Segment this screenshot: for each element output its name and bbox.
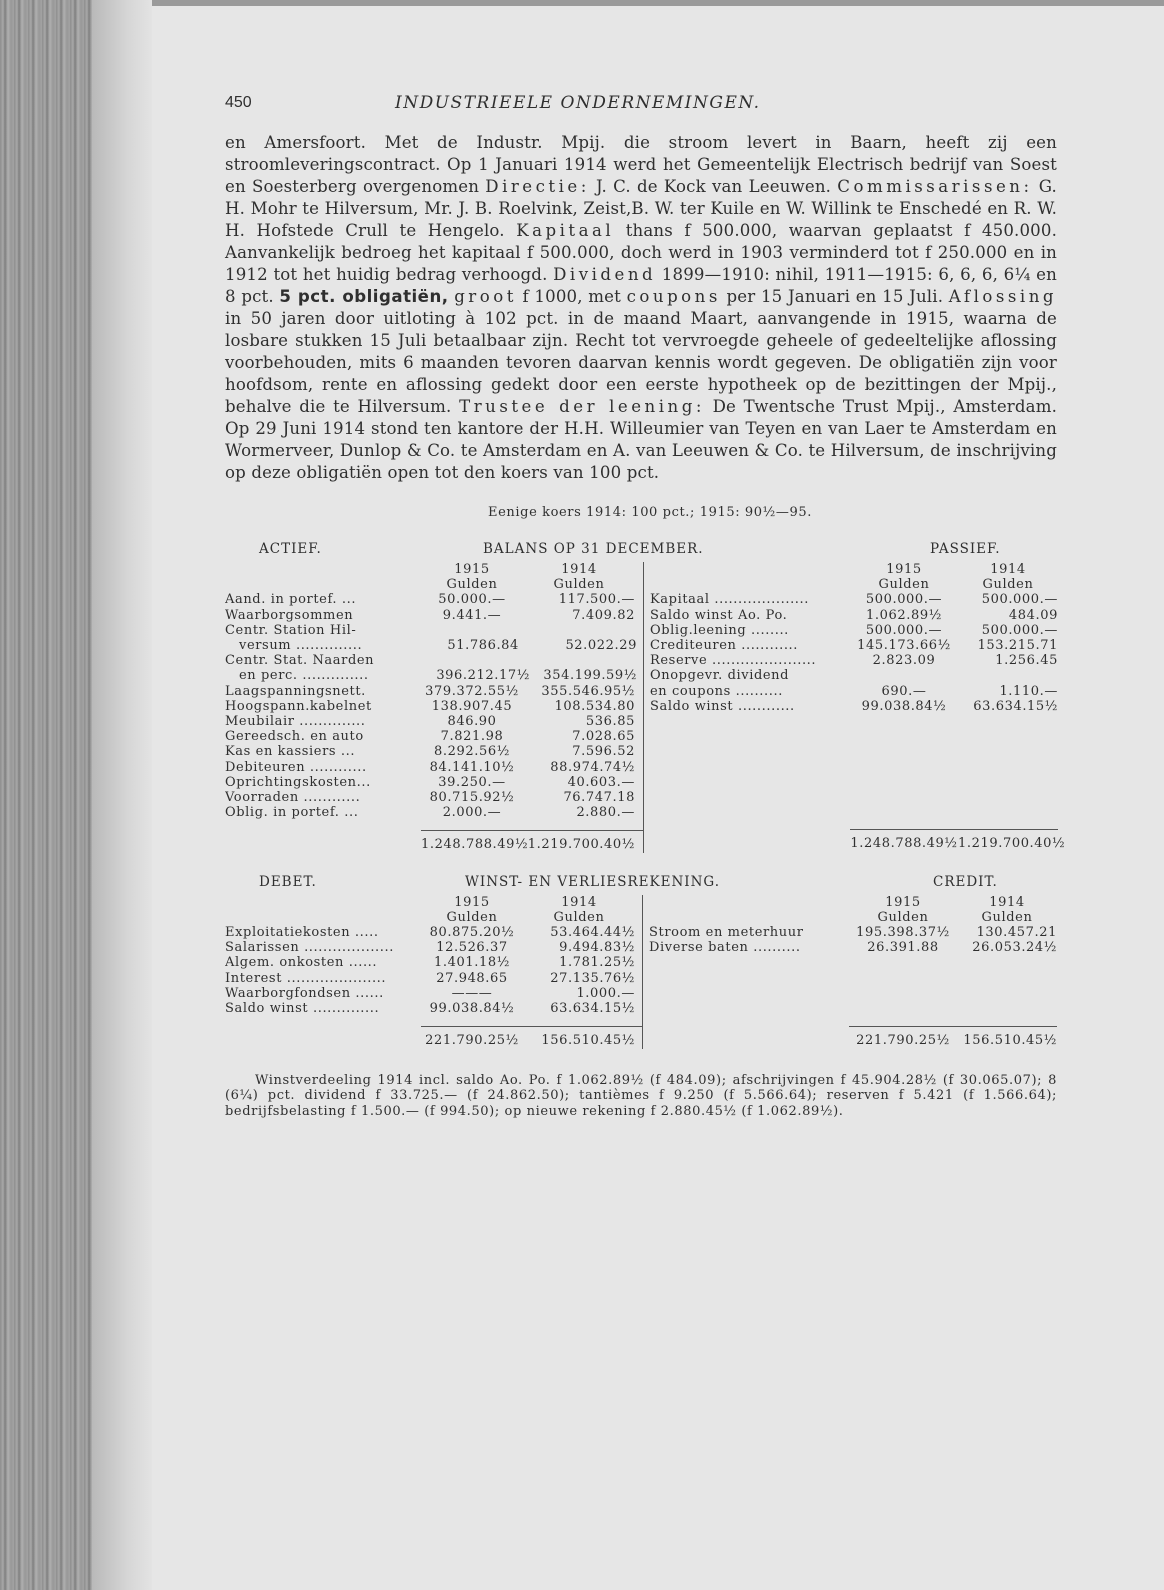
value-1915: 39.250.— [438,774,506,790]
table-row [225,592,643,607]
table-row [225,925,642,940]
row-label: Hoogspann.kabelnet [225,698,372,714]
table-row [225,699,643,714]
table-row [225,623,643,638]
gutter-shadow [92,0,152,1590]
total-1915: 1.248.788.49½ [850,836,958,852]
value-1915: 99.038.84½ [429,1001,515,1017]
balans-heading: BALANS OP 31 DECEMBER. [483,541,704,557]
value-1914: 63.634.15½ [973,698,1058,714]
table-row [225,638,643,653]
page-top-edge [0,0,1164,6]
value-1915: 80.715.92½ [429,790,515,806]
row-label: Oblig. in portef. ... [225,805,359,821]
year-1915: 1915 [454,894,490,910]
winstverdeeling-note: Winstverdeeling 1914 incl. saldo Ao. Po. f 1.062.89½ (f 484.09); afschrijvingen f 45.904.28½ (f 30.065.07); 8 (6¼) pct. dividend f 33.725.— (f 24.862.50); tantièmes f 9.250 (f 5.566.64); reserven f 5.421 (f 1.566.64); bedrijfsbelasting f 1.500.— (f 994.50); op nieuwe rekening f 2.880.45½ (f 1.062.89½). [225,1072,1057,1119]
table-row [644,592,1058,607]
value-1914: 88.974.74½ [550,759,635,775]
row-label: Debiteuren ............ [225,759,367,775]
row-label: Crediteuren ............ [650,638,799,654]
row-label: Waarborgfondsen ...... [225,985,384,1001]
unit-1915: Gulden [877,909,929,925]
value-1914: 1.110.— [999,683,1058,699]
table-row [225,653,643,668]
row-label: Meubilair .............. [225,714,366,730]
actief-column [225,562,644,853]
balans-table [225,562,1066,853]
value-1914: 53.464.44½ [550,925,635,941]
row-label: Algem. onkosten ...... [225,955,378,971]
row-label: Saldo winst Ao. Po. [650,607,788,623]
table-row [225,668,643,683]
credit-heading: CREDIT. [933,873,998,890]
value-1915 [421,623,523,638]
value-1914: 63.634.15½ [550,1001,635,1017]
year-1914: 1914 [990,562,1026,577]
text-coupons: per 15 Januari en 15 Juli. [720,287,949,306]
page-header [225,92,1057,128]
row-label: Salarissen ................... [225,940,394,956]
value-1915: 846.90 [447,714,497,730]
text-directie: J. C. de Kock van Leeuwen. [589,177,838,196]
total-rule [421,830,643,831]
value-1915: 690.— [881,683,927,699]
table-row [225,940,642,955]
value-1915: 12.526.37 [436,940,508,956]
row-label: Stroom en meterhuur [649,925,804,941]
table-row [643,940,1057,955]
value-1914: 1.781.25½ [559,955,635,971]
value-1915: 51.786.84 [447,638,519,654]
text-trustee: De Twentsche Trust Mpij., Amsterdam. Op 29 Juni 1914 stond ten kantore der H.H. Willeumier van Teyen en van Laer te Amsterdam en Wormerveer, Dunlop & Co. te Amsterdam en A. van Leeuwen & Co. te Hilversum, de inschrijving op deze obligatiën open tot den koers van 100 pct. [225,397,1058,482]
table-row [225,805,643,820]
value-1914: 76.747.18 [563,790,635,806]
winst-title-row [225,871,1057,895]
value-1915: ——— [451,985,493,1001]
value-1915: 84.141.10½ [429,759,515,775]
credit-total-row [643,1033,1057,1048]
debet-heading: DEBET. [259,873,317,890]
value-1915: 26.391.88 [867,940,939,956]
debet-column [225,895,643,1049]
table-row [644,638,1058,653]
unit-header [643,910,1057,925]
passief-total-row [644,836,1066,852]
table-row [225,971,642,986]
debet-total-row [225,1033,642,1048]
row-label: Gereedsch. en auto [225,729,364,745]
row-label: Aand. in portef. ... [225,592,357,608]
running-title: INDUSTRIEELE ONDERNEMINGEN. [395,93,761,113]
value-1914 [523,623,641,638]
value-1915: 50.000.— [438,592,506,608]
value-1914: 117.500.— [558,592,635,608]
total-rule [421,1026,642,1027]
row-label: Onopgevr. dividend [650,668,790,684]
year-1914: 1914 [561,562,597,577]
value-1914: 130.457.21 [976,925,1057,941]
row-label: en perc. .............. [239,668,369,684]
book-spine-edge [0,0,92,1590]
value-1915 [421,653,523,668]
value-1915 [850,668,958,683]
table-row [643,925,1057,940]
value-1915: 2.000.— [442,805,502,821]
row-label: Laagspanningsnett. [225,683,366,699]
table-row [644,623,1058,638]
table-row [644,684,1058,699]
value-1914: 500.000.— [981,592,1058,608]
unit-1915: Gulden [446,577,498,593]
value-1915: 2.823.09 [872,653,936,669]
row-label: en coupons .......... [650,683,783,699]
table-row [644,608,1058,623]
row-label: Kas en kassiers ... [225,744,356,760]
value-1914: 1.000.— [576,985,635,1001]
total-1914: 156.510.45½ [541,1033,635,1049]
text-aflossing: in 50 jaren door uitloting à 102 pct. in de maand Maart, aanvangende in 1915, waarna de losbare stukken 15 Juli betaalbaar zijn. Recht tot vervroegde geheele of gedeeltelijke aflossing voorbehouden, mits 6 maanden tevoren daarvan kennis wordt gegeven. De obligatiën zijn voor hoofdsom, rente en aflossing gedekt door een eerste hypotheek op de bezittingen der Mpij., behalve die te Hilversum. [225,309,1057,416]
unit-1915: Gulden [878,577,930,593]
total-1915: 1.248.788.49½ [421,837,529,853]
table-row [644,668,1058,683]
total-1914: 156.510.45½ [963,1033,1057,1049]
value-1914: 500.000.— [981,622,1058,638]
table-row [225,760,643,775]
value-1914: 52.022.29 [565,638,637,654]
value-1915: 195.398.37½ [856,925,950,941]
actief-heading: ACTIEF. [259,541,322,557]
value-1915: 500.000.— [865,622,943,638]
table-row [225,986,642,1001]
value-1914: 7.409.82 [572,607,635,623]
text-commissarissen: G. H. Mohr te Hilversum, Mr. J. B. Roelvink, Zeist,B. W. ter Kuile en W. Willink te Enschedé en R. W. H. Hofstede Crull te Hengelo. [225,177,1057,240]
value-1914: 355.546.95½ [541,683,635,699]
koers-line: Eenige koers 1914: 100 pct.; 1915: 90½—95. [488,505,812,520]
text-kapitaal: thans f 500.000, waarvan geplaatst f 450.000. Aanvankelijk bedroeg het kapitaal f 500.000, doch werd in 1903 verminderd tot f 250.000 en in 1912 tot het huidig bedrag verhoogd. [225,221,1057,284]
value-1915: 396.212.17½ [436,668,530,684]
year-header [225,895,642,910]
row-label: Exploitatiekosten ..... [225,925,379,941]
row-label: Kapitaal .................... [650,592,810,608]
text-dividend: 1899—1910: nihil, 1911—1915: 6, 6, 6, 6¼ en 8 pct. [225,265,1057,306]
balans-title-row [225,538,1057,562]
aflossing-label: Aflossing [948,287,1058,306]
total-1914: 1.219.700.40½ [527,837,635,853]
dividend-label: Dividend [553,265,657,284]
value-1914 [958,668,1058,683]
table-row [225,608,643,623]
value-1914: 1.256.45 [995,653,1058,669]
year-1915: 1915 [454,562,490,577]
company-description [225,132,1057,484]
text-groot: f 1000, met [516,287,627,306]
value-1914: 2.880.— [576,805,635,821]
actief-total-row [225,837,643,852]
year-1915: 1915 [885,894,921,910]
kapitaal-label: Kapitaal [516,221,615,240]
row-label: Voorraden ............ [225,790,361,806]
total-rule [850,829,1058,830]
value-1914: 153.215.71 [977,638,1058,654]
table-row [225,744,643,759]
table-row [225,684,643,699]
value-1914: 108.534.80 [554,698,635,714]
table-row [644,653,1058,668]
total-1915: 221.790.25½ [856,1033,950,1049]
row-label: Saldo winst .............. [225,1001,380,1017]
value-1915: 145.173.66½ [857,638,951,654]
text-intro: en Amersfoort. Met de Industr. Mpij. die stroom levert in Baarn, heeft zij een stroomleveringscontract. Op 1 Januari 1914 werd het Gemeentelijk Electrisch bedrijf van Soest en Soesterberg overgenomen [225,133,1057,196]
value-1915: 80.875.20½ [429,925,515,941]
value-1915: 1.062.89½ [866,607,942,623]
value-1914: 26.053.24½ [972,940,1057,956]
value-1914: 7.028.65 [572,729,635,745]
directie-label: Directie: [485,177,590,196]
total-1915: 221.790.25½ [425,1033,519,1049]
value-1915: 99.038.84½ [861,698,947,714]
unit-header [644,577,1058,592]
trustee-label: Trustee der leening: [459,397,705,416]
passief-heading: PASSIEF. [930,541,1001,557]
value-1915: 8.292.56½ [434,744,510,760]
year-header [225,562,643,577]
total-rule [849,1026,1057,1027]
value-1915: 27.948.65 [436,970,508,986]
row-label: Centr. Stat. Naarden [225,653,375,669]
obligaties-label: 5 pct. obligatiën, [279,287,449,306]
value-1915: 1.401.18½ [434,955,510,971]
row-label: Oprichtingskosten... [225,774,371,790]
year-header [644,562,1058,577]
value-1914: 40.603.— [567,774,635,790]
row-label: versum .............. [239,638,363,654]
row-label: Saldo winst ............ [650,698,795,714]
document-page [225,92,1066,1119]
unit-1914: Gulden [982,577,1034,593]
row-label: Oblig.leening ........ [650,622,789,638]
winst-heading: WINST- EN VERLIESREKENING. [465,873,721,890]
table-row [225,955,642,970]
value-1915: 9.441.— [442,607,502,623]
coupons-label: coupons [626,287,721,306]
table-row [225,1001,642,1016]
value-1914 [523,653,641,668]
table-row [225,775,643,790]
page-number: 450 [225,94,252,111]
row-label: Diverse baten .......... [649,940,801,956]
total-1914: 1.219.700.40½ [958,836,1066,852]
commissarissen-label: Commissarissen: [837,177,1033,196]
value-1915: 138.907.45 [431,698,513,714]
value-1914: 354.199.59½ [543,668,637,684]
credit-column [643,895,1057,1049]
row-label: Reserve ...................... [650,653,817,669]
table-row [225,790,643,805]
unit-1914: Gulden [553,909,605,925]
row-label: Waarborgsommen [225,607,354,623]
unit-1915: Gulden [446,909,498,925]
table-row [644,699,1058,714]
unit-header [225,910,642,925]
value-1915: 7.821.98 [440,729,504,745]
year-1914: 1914 [561,894,597,910]
table-row [225,729,643,744]
value-1914: 9.494.83½ [559,940,635,956]
unit-1914: Gulden [553,577,605,593]
row-label: Interest ..................... [225,970,387,986]
unit-1914: Gulden [981,909,1033,925]
year-1914: 1914 [989,894,1025,910]
groot-label: groot [454,287,517,306]
year-header [643,895,1057,910]
value-1915: 379.372.55½ [425,683,519,699]
passief-column [644,562,1066,853]
value-1914: 27.135.76½ [550,970,635,986]
value-1915: 500.000.— [865,592,943,608]
winst-table [225,895,1057,1049]
row-label: Centr. Station Hil- [225,622,357,638]
year-1915: 1915 [886,562,922,577]
value-1914: 536.85 [585,714,635,730]
unit-header [225,577,643,592]
table-row [225,714,643,729]
value-1914: 7.596.52 [572,744,635,760]
value-1914: 484.09 [1008,607,1058,623]
